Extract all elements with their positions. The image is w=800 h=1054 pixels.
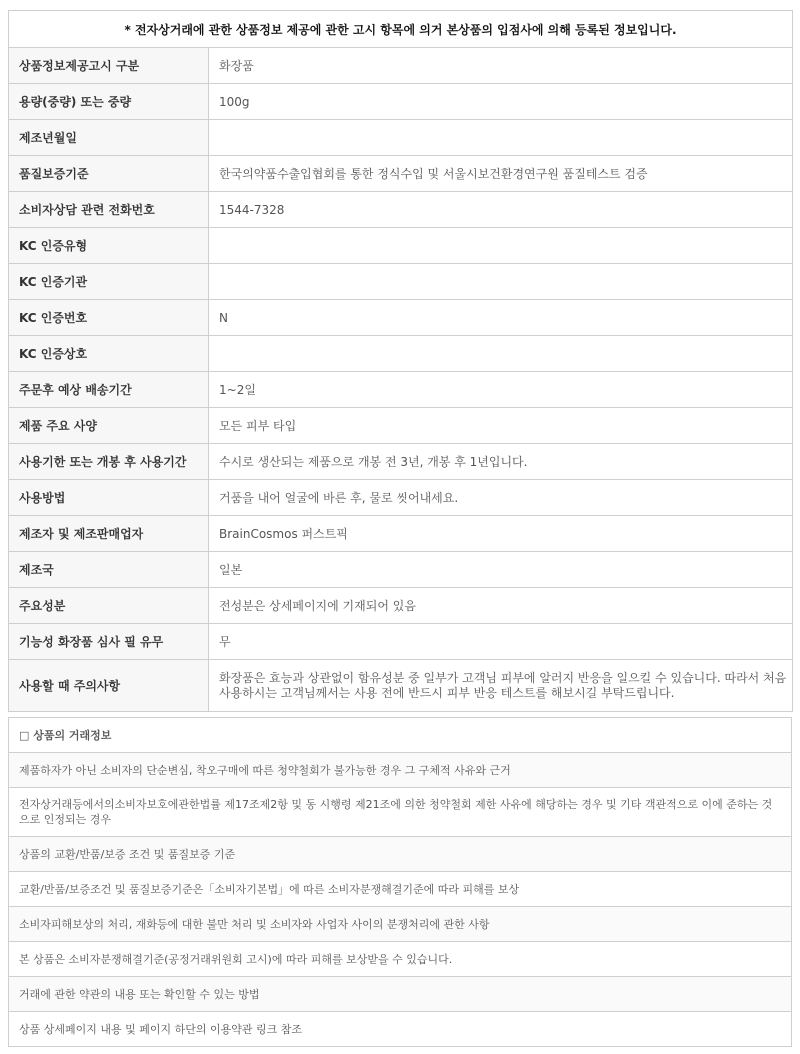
notice-row-value: N <box>209 300 793 336</box>
notice-row-label: 소비자상담 관련 전화번호 <box>9 192 209 228</box>
notice-row-value <box>209 264 793 300</box>
notice-rows <box>9 48 793 712</box>
product-notice-table <box>8 10 793 712</box>
trade-info-table <box>8 717 792 1047</box>
trade-row-text: 거래에 관한 약관의 내용 또는 확인할 수 있는 방법 <box>9 977 792 1012</box>
trade-row <box>9 872 792 907</box>
notice-heading: * 전자상거래에 관한 상품정보 제공에 관한 고시 항목에 의거 본상품의 입점사에 의해 등록된 정보입니다. <box>9 11 793 48</box>
notice-row-value: 전성분은 상세페이지에 기재되어 있음 <box>209 588 793 624</box>
trade-row <box>9 753 792 788</box>
trade-row-text: 제품하자가 아닌 소비자의 단순변심, 착오구매에 따른 청약철회가 불가능한 경우 그 구체적 사유와 근거 <box>9 753 792 788</box>
trade-heading: □ 상품의 거래정보 <box>9 718 792 753</box>
notice-row-value <box>209 336 793 372</box>
notice-row <box>9 372 793 408</box>
trade-row-text: 전자상거래등에서의소비자보호에관한법률 제17조제2항 및 동 시행령 제21조에 의한 청약철회 제한 사유에 해당하는 경우 및 기타 객관적으로 이에 준하는 것으로 인정되는 경우 <box>9 788 792 837</box>
notice-row-value: 1~2일 <box>209 372 793 408</box>
trade-row <box>9 942 792 977</box>
product-info-container <box>8 10 792 1047</box>
notice-row-label: 제품 주요 사양 <box>9 408 209 444</box>
notice-row-value: 화장품은 효능과 상관없이 함유성분 중 일부가 고객님 피부에 알러지 반응을 일으킬 수 있습니다. 따라서 처음 사용하시는 고객님께서는 사용 전에 반드시 피부 반응 테스트를 해보시길 부탁드립니다. <box>209 660 793 712</box>
notice-row-value: BrainCosmos 퍼스트픽 <box>209 516 793 552</box>
notice-row <box>9 84 793 120</box>
notice-row-value: 화장품 <box>209 48 793 84</box>
trade-row-text: 본 상품은 소비자분쟁해결기준(공정거래위원회 고시)에 따라 피해를 보상받을 수 있습니다. <box>9 942 792 977</box>
trade-row <box>9 788 792 837</box>
notice-row <box>9 192 793 228</box>
notice-row <box>9 480 793 516</box>
notice-row-label: 상품정보제공고시 구분 <box>9 48 209 84</box>
notice-row <box>9 228 793 264</box>
trade-rows <box>9 753 792 1047</box>
notice-row-label: KC 인증유형 <box>9 228 209 264</box>
notice-row-value <box>209 228 793 264</box>
notice-row-label: 품질보증기준 <box>9 156 209 192</box>
trade-row-text: 교환/반품/보증조건 및 품질보증기준은「소비자기본법」에 따른 소비자분쟁해결기준에 따라 피해를 보상 <box>9 872 792 907</box>
notice-row-value: 무 <box>209 624 793 660</box>
trade-row-text: 소비자피해보상의 처리, 재화등에 대한 불만 처리 및 소비자와 사업자 사이의 분쟁처리에 관한 사항 <box>9 907 792 942</box>
notice-row-label: 사용기한 또는 개봉 후 사용기간 <box>9 444 209 480</box>
trade-row <box>9 977 792 1012</box>
notice-row-label: 제조국 <box>9 552 209 588</box>
notice-row-value: 일본 <box>209 552 793 588</box>
notice-row-label: 주문후 예상 배송기간 <box>9 372 209 408</box>
notice-row <box>9 336 793 372</box>
notice-row-value: 수시로 생산되는 제품으로 개봉 전 3년, 개봉 후 1년입니다. <box>209 444 793 480</box>
notice-row-value: 1544-7328 <box>209 192 793 228</box>
notice-row-value <box>209 120 793 156</box>
notice-row <box>9 660 793 712</box>
notice-row-label: 용량(중량) 또는 중량 <box>9 84 209 120</box>
notice-row-label: 사용방법 <box>9 480 209 516</box>
notice-row-label: 제조년월일 <box>9 120 209 156</box>
notice-row <box>9 516 793 552</box>
notice-row <box>9 120 793 156</box>
notice-row-label: 사용할 때 주의사항 <box>9 660 209 712</box>
notice-row-label: 제조자 및 제조판매업자 <box>9 516 209 552</box>
trade-row <box>9 837 792 872</box>
notice-row-value: 모든 피부 타입 <box>209 408 793 444</box>
notice-row <box>9 444 793 480</box>
trade-row <box>9 1012 792 1047</box>
notice-row-value: 100g <box>209 84 793 120</box>
notice-row <box>9 300 793 336</box>
notice-row-label: KC 인증상호 <box>9 336 209 372</box>
notice-row-label: 주요성분 <box>9 588 209 624</box>
notice-row-label: KC 인증기관 <box>9 264 209 300</box>
trade-row-text: 상품의 교환/반품/보증 조건 및 품질보증 기준 <box>9 837 792 872</box>
notice-row <box>9 264 793 300</box>
notice-row-value: 거품을 내어 얼굴에 바른 후, 물로 씻어내세요. <box>209 480 793 516</box>
notice-row-value: 한국의약품수출입협회를 통한 정식수입 및 서울시보건환경연구원 품질테스트 검증 <box>209 156 793 192</box>
notice-row <box>9 624 793 660</box>
trade-row <box>9 907 792 942</box>
notice-row <box>9 588 793 624</box>
notice-row <box>9 408 793 444</box>
notice-row <box>9 552 793 588</box>
notice-row-label: KC 인증번호 <box>9 300 209 336</box>
notice-row-label: 기능성 화장품 심사 필 유무 <box>9 624 209 660</box>
trade-row-text: 상품 상세페이지 내용 및 페이지 하단의 이용약관 링크 참조 <box>9 1012 792 1047</box>
notice-row <box>9 48 793 84</box>
notice-row <box>9 156 793 192</box>
